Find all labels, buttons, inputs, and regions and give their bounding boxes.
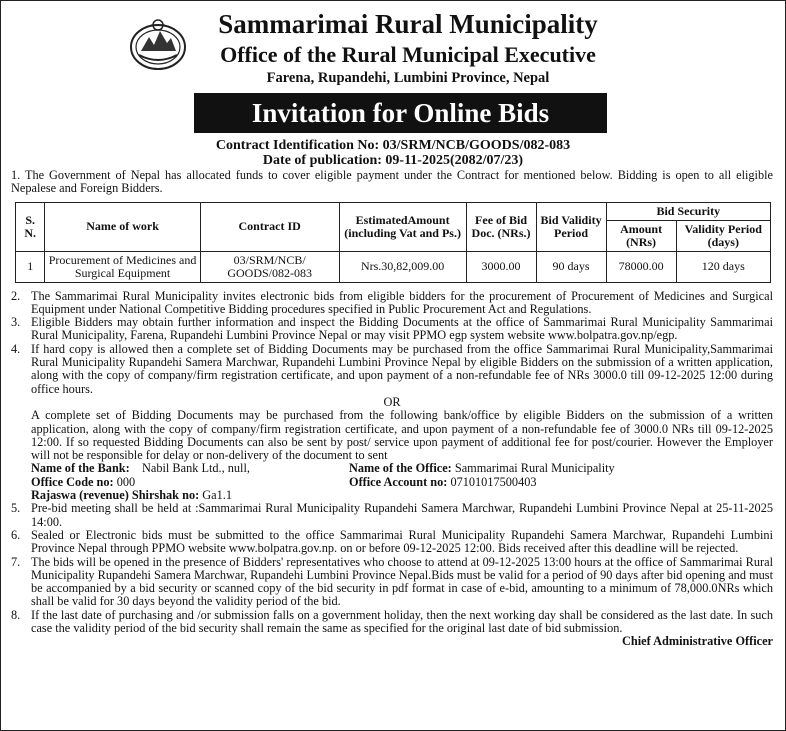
th-security-amount: Amount (NRs)	[606, 220, 676, 251]
th-bid-security: Bid Security	[606, 202, 770, 220]
bank-label: Name of the Bank:	[31, 461, 130, 476]
item-text: If hard copy is allowed then a complete set of Bidding Documents may be purchased from the office Sammarimai Rural Municipality,Sammarimai Rural Municipality Rupandehi Samera Marchwar, Rupandehi Lumbini Province Nepal by eligible Bidders on the submission of a written application, along with the copy of company/firm registration certificate, and upon payment of a non-refundable fee of NRs 3000.0 till 09-12-2025 12:00 during office hours.	[31, 341, 773, 396]
item-number: 4.	[11, 341, 21, 356]
office-label: Name of the Office:	[349, 461, 452, 476]
item-number: 2.	[11, 288, 21, 303]
item-number: 3.	[11, 315, 21, 330]
cell-security-validity: 120 days	[676, 251, 770, 282]
paragraph-3	[11, 316, 773, 343]
paragraph-1: 1. The Government of Nepal has allocated funds to cover eligible payment under the Contract for mentioned below. Bidding is open to all eligible Nepalese and Foreign Bidders.	[11, 168, 773, 196]
item-number: 5.	[11, 501, 21, 516]
item-number: 7.	[11, 554, 21, 569]
notice-body	[11, 169, 773, 649]
office-name: Office of the Rural Municipal Executive	[220, 42, 596, 67]
cell-contract-id: 03/SRM/NCB/ GOODS/082-083	[200, 251, 339, 282]
cell-estimated-amount: Nrs.30,82,009.00	[339, 251, 466, 282]
item-number: 6.	[11, 527, 21, 542]
paragraph-6	[11, 529, 773, 556]
account-value: 07101017500403	[450, 474, 537, 489]
header	[1, 1, 785, 93]
item-text: The Sammarimai Rural Municipality invites electronic bids from eligible bidders for the procurement of Procurement of Medicines and Surgical Equipment under National Competitive Bidding procedures specified in Public Procurement Act and Regulations.	[31, 288, 773, 316]
table-row	[16, 251, 771, 282]
rajaswa-value: Ga1.1	[202, 488, 232, 503]
paragraph-7	[11, 556, 773, 609]
paragraph-8	[11, 609, 773, 636]
th-sn: S. N.	[16, 202, 45, 251]
cell-fee: 3000.00	[466, 251, 536, 282]
item-text: Pre-bid meeting shall be held at :Sammarimai Rural Municipality Rupandehi Samera Marchwar, Rupandehi Lumbini Province Nepal at 25-11-2025 14:00.	[31, 501, 773, 529]
item-text: If the last date of purchasing and /or submission falls on a government holiday, then the next working day shall be considered as the last date. In such case the validity period of the bid security shall remain the same as specified for the original last date of bid submission.	[31, 607, 773, 636]
paragraph-5	[11, 502, 773, 529]
cell-bid-validity: 90 days	[536, 251, 606, 282]
office-value: Sammarimai Rural Municipality	[454, 461, 615, 476]
account-label: Office Account no:	[349, 474, 448, 489]
item-number: 8.	[11, 607, 21, 622]
cell-name-of-work: Procurement of Medicines and Surgical Equipment	[45, 251, 200, 282]
paragraph-4b: A complete set of Bidding Documents may be purchased from the following bank/office by eligible Bidders on the submission of a written application, along with the copy of company/firm registration certificate, and upon payment of a non-refundable fee of 3000.0 NRs till 09-12-2025 12:00. If so requested Bidding Documents can also be sent by post/ service upon payment of additional fee for post/courier. However the Employer will not be responsible for delay or non-delivery of the document to sent	[31, 408, 773, 463]
cell-sn: 1	[16, 251, 45, 282]
th-fee: Fee of Bid Doc. (NRs.)	[466, 202, 536, 251]
or-separator: OR	[383, 394, 401, 409]
notice-title-banner: Invitation for Online Bids	[194, 93, 607, 133]
item-text: The bids will be opened in the presence of Bidders' representatives who choose to attend at 09-12-2025 13:00 hours at the office of Sammarimai Rural Municipality Rupandehi Samera Marchwar, Rupandehi Lumbini Province Nepal.Bids must be valid for a period of 90 days after bid opening and must be accompanied by a bid security or scanned copy of the bid security in pdf format in case of e-bid, amounting to a minimum of 78,000.0NRs which shall be valid for 30 days beyond the validity period of the bid.	[31, 554, 773, 609]
th-estimated-amount: EstimatedAmount (including Vat and Ps.)	[339, 202, 466, 251]
publication-date: Date of publication: 09-11-2025(2082/07/23)	[262, 153, 524, 168]
office-code-value: 000	[116, 474, 136, 489]
paragraph-4	[11, 343, 773, 396]
item-text: Sealed or Electronic bids must be submitted to the office Sammarimai Rural Municipality Rupandehi Samera Marchwar, Rupandehi Lumbini Province Nepal through PPMO website www.bolpatra.gov.np. on or before 09-12-2025 12:00. Bids received after this deadline will be rejected.	[31, 527, 773, 556]
contract-id-line: Contract Identification No: 03/SRM/NCB/GOODS/082-083	[215, 138, 571, 153]
office-code-label: Office Code no:	[31, 474, 114, 489]
paragraph-2	[11, 290, 773, 317]
th-bid-validity: Bid Validity Period	[536, 202, 606, 251]
bank-value: Nabil Bank Ltd., null,	[142, 461, 250, 476]
bid-table	[15, 202, 771, 283]
municipality-name: Sammarimai Rural Municipality	[218, 9, 598, 39]
rajaswa-label: Rajaswa (revenue) Shirshak no:	[31, 488, 200, 503]
bank-details	[11, 462, 773, 502]
th-contract-id: Contract ID	[200, 202, 339, 251]
office-address: Farena, Rupandehi, Lumbini Province, Nepal	[266, 70, 550, 86]
signature: Chief Administrative Officer	[622, 634, 773, 649]
item-text: Eligible Bidders may obtain further information and inspect the Bidding Documents at the office of Sammarimai Rural Municipality Sammarimai Rural Municipality, Farena, Rupandehi Lumbini Province Nepal or may visit PPMO egp system website www.bolpatra.gov.np/egp.	[31, 315, 773, 343]
th-name-of-work: Name of work	[45, 202, 200, 251]
th-security-validity: Validity Period (days)	[676, 220, 770, 251]
cell-security-amount: 78000.00	[606, 251, 676, 282]
